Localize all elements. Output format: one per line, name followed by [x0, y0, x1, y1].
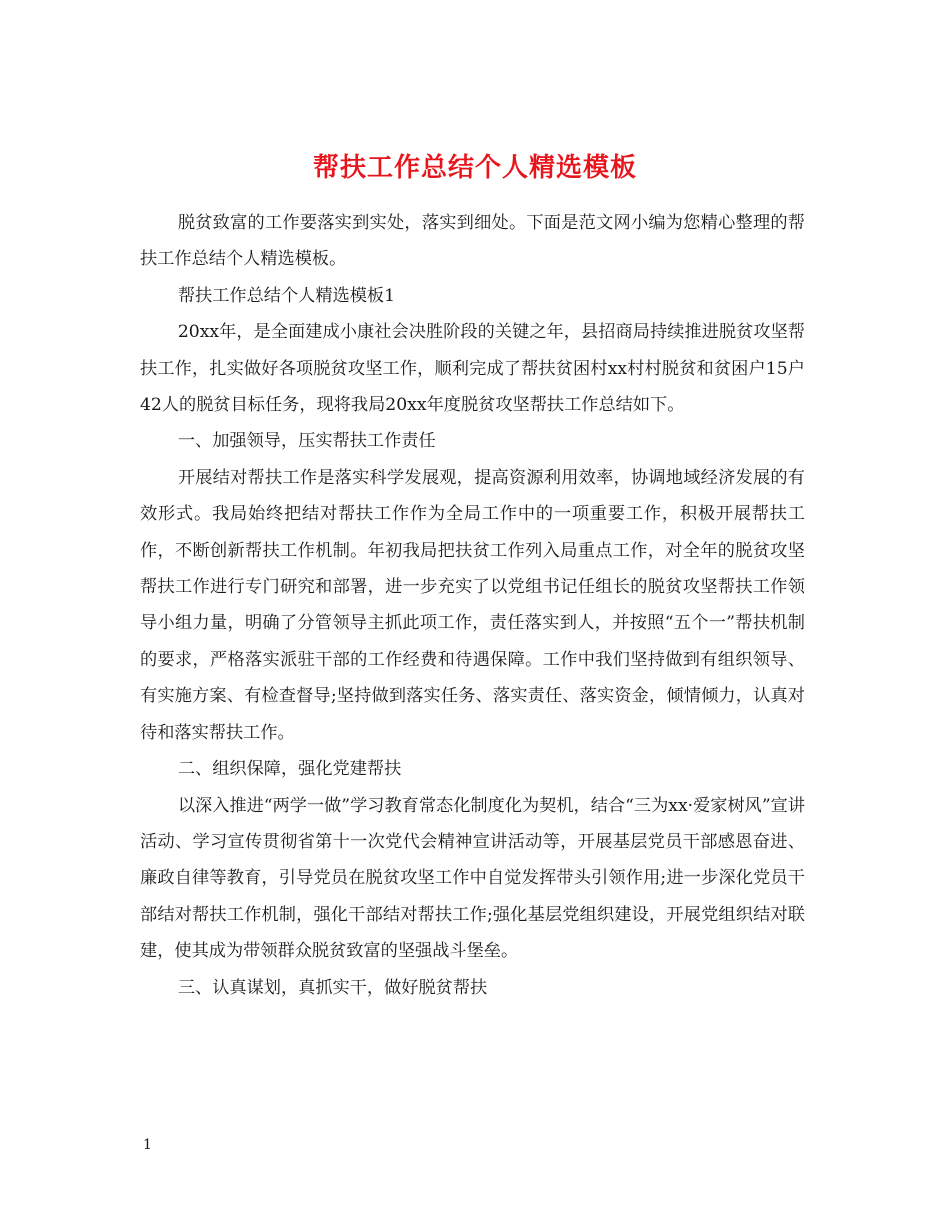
page-number: 1 [143, 1137, 152, 1153]
section-1-paragraph: 开展结对帮扶工作是落实科学发展观，提高资源利用效率，协调地域经济发展的有效形式。我局始终把结对帮扶工作作为全局工作中的一项重要工作，积极开展帮扶工作，不断创新帮扶工作机制。年初我局把扶贫工作列入局重点工作，对全年的脱贫攻坚帮扶工作进行专门研究和部署，进一步充实了以党组书记任组长的脱贫攻坚帮扶工作领导小组力量，明确了分管领导主抓此项工作，责任落实到人，并按照“五个一”帮扶机制的要求，严格落实派驻干部的工作经费和待遇保障。工作中我们坚持做到有组织领导、有实施方案、有检查督导;坚持做到落实任务、落实责任、落实资金，倾情倾力，认真对待和落实帮扶工作。 [140, 467, 805, 743]
document-body [140, 205, 805, 1006]
summary-paragraph: 20xx年，是全面建成小康社会决胜阶段的关键之年，县招商局持续推进脱贫攻坚帮扶工作，扎实做好各项脱贫攻坚工作，顺利完成了帮扶贫困村xx村村脱贫和贫困户15户42人的脱贫目标任务，现将我局20xx年度脱贫攻坚帮扶工作总结如下。 [140, 322, 805, 416]
section-2-paragraph: 以深入推进“两学一做”学习教育常态化制度化为契机，结合“三为xx·爱家树风”宣讲活动、学习宣传贯彻省第十一次党代会精神宣讲活动等，开展基层党员干部感恩奋进、廉政自律等教育，引导党员在脱贫攻坚工作中自觉发挥带头引领作用;进一步深化党员干部结对帮扶工作机制，强化干部结对帮扶工作;强化基层党组织建设，开展党组织结对联建，使其成为带领群众脱贫致富的坚强战斗堡垒。 [140, 795, 806, 962]
intro-paragraph: 脱贫致富的工作要落实到实处，落实到细处。下面是范文网小编为您精心整理的帮扶工作总结个人精选模板。 [140, 213, 805, 270]
section-heading-3: 三、认真谋划，真抓实干，做好脱贫帮扶 [177, 977, 488, 998]
subtitle-template-1: 帮扶工作总结个人精选模板1 [177, 285, 396, 306]
section-heading-2: 二、组织保障，强化党建帮扶 [177, 759, 402, 780]
section-heading-1: 一、加强领导，压实帮扶工作责任 [177, 431, 436, 452]
page-title: 帮扶工作总结个人精选模板 [312, 153, 637, 184]
